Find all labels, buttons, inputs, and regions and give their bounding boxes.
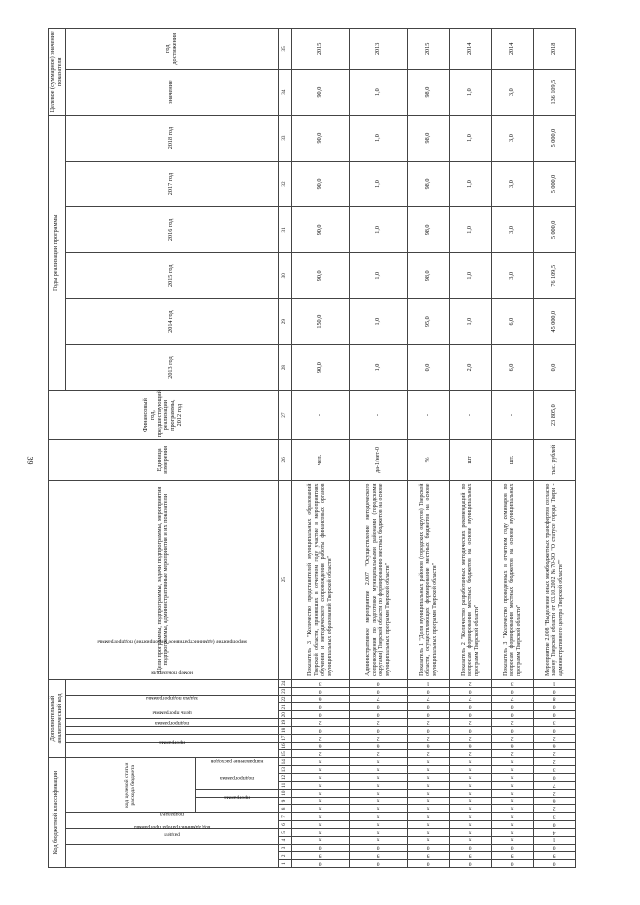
- table-row: [533, 29, 575, 868]
- column-number: 12: [278, 774, 291, 782]
- value-2016-cell: 90,0: [291, 207, 349, 253]
- code-digit-cell: 6: [291, 742, 349, 750]
- year-2013-header: 2013 год: [65, 345, 278, 391]
- code-digit-cell: x: [407, 789, 449, 797]
- column-number: 3: [278, 844, 291, 852]
- code-digit-cell: 2: [533, 805, 575, 813]
- code-digit-cell: 0: [533, 821, 575, 829]
- code-digit-cell: 2: [491, 750, 533, 758]
- target-value-cell: 1,0: [449, 69, 491, 115]
- code-digit-cell: 9: [291, 852, 349, 860]
- code-digit-cell: 2: [407, 750, 449, 758]
- table-row: [449, 29, 491, 868]
- code-digit-cell: x: [291, 774, 349, 782]
- value-2017-cell: 3,0: [491, 161, 533, 207]
- code-digit-cell: 3: [533, 813, 575, 821]
- an-measure-header: мероприятие (административное мероприятие) подпрограммы: [65, 695, 278, 718]
- value-2016-cell: 1,0: [449, 207, 491, 253]
- code-digit-cell: 0: [291, 860, 349, 868]
- code-digit-cell: 9: [449, 852, 491, 860]
- expense-direction-header: направление расходов: [195, 758, 278, 789]
- value-2014-cell: 95,0: [407, 299, 449, 345]
- code-digit-cell: 0: [291, 711, 349, 719]
- value-2015-cell: 1,0: [449, 253, 491, 299]
- column-number: 16: [278, 742, 291, 750]
- code-digit-cell: x: [291, 781, 349, 789]
- code-digit-cell: 0: [291, 844, 349, 852]
- code-digit-cell: x: [291, 813, 349, 821]
- an-subprogram-header: подпрограмма: [65, 734, 278, 742]
- financing-cell: -: [407, 391, 449, 440]
- value-2018-cell: 5 000,0: [533, 115, 575, 161]
- unit-cell: шт: [449, 440, 491, 480]
- code-digit-cell: x: [449, 828, 491, 836]
- value-2014-cell: 150,0: [291, 299, 349, 345]
- target-value-cell: 136 109,5: [533, 69, 575, 115]
- column-number: 27: [278, 391, 291, 440]
- column-number: 5: [278, 828, 291, 836]
- column-number: 14: [278, 758, 291, 766]
- code-digit-cell: x: [449, 774, 491, 782]
- target-value-cell: 98,0: [407, 69, 449, 115]
- code-digit-cell: 0: [533, 711, 575, 719]
- column-number: 15: [278, 750, 291, 758]
- value-2013-cell: 0,0: [533, 345, 575, 391]
- unit-cell: тыс. рублей: [533, 440, 575, 480]
- code-digit-cell: x: [407, 766, 449, 774]
- code-digit-cell: 0: [491, 844, 533, 852]
- an-program-header: программа: [65, 742, 278, 758]
- code-digit-cell: x: [349, 828, 407, 836]
- code-digit-cell: 6: [533, 797, 575, 805]
- value-2013-cell: 1,0: [349, 345, 407, 391]
- code-digit-cell: x: [291, 797, 349, 805]
- value-2014-cell: 1,0: [449, 299, 491, 345]
- code-digit-cell: 0: [407, 844, 449, 852]
- target-year-cell: 2014: [491, 29, 533, 70]
- code-digit-cell: x: [291, 789, 349, 797]
- indicator-name-cell: Мероприятие 2.008 "Выделение иных межбюджетных трансфертов согласно закону Тверской области от 03.10.2002 №70-ЗО "О статусе города Твери - административного центра Тверской области"": [533, 480, 575, 679]
- column-number: 4: [278, 836, 291, 844]
- rotated-table-page: [48, 28, 638, 868]
- code-digit-cell: 0: [449, 711, 491, 719]
- code-digit-cell: 3: [291, 679, 349, 687]
- target-year-cell: 2013: [349, 29, 407, 70]
- year-2016-header: 2016 год: [65, 207, 278, 253]
- code-digit-cell: 2: [491, 719, 533, 727]
- column-number: 22: [278, 695, 291, 703]
- code-digit-cell: x: [491, 781, 533, 789]
- code-digit-cell: 2: [349, 719, 407, 727]
- target-year-cell: 2015: [407, 29, 449, 70]
- code-digit-cell: 1: [533, 679, 575, 687]
- subprogram-header: подпрограмма: [195, 789, 278, 797]
- value-2018-cell: 1,0: [349, 115, 407, 161]
- code-digit-cell: 2: [449, 719, 491, 727]
- header-row-1: [49, 29, 66, 868]
- program-header: программа: [195, 797, 278, 813]
- column-number: 26: [278, 440, 291, 480]
- code-digit-cell: x: [407, 836, 449, 844]
- code-digit-cell: 0: [349, 726, 407, 734]
- code-digit-cell: x: [349, 774, 407, 782]
- code-digit-cell: 0: [533, 726, 575, 734]
- an-task-header: задача подпрограммы: [65, 719, 278, 727]
- code-digit-cell: 6: [349, 742, 407, 750]
- code-digit-cell: 2: [407, 719, 449, 727]
- target-year-header: год достижения: [65, 29, 278, 70]
- indicator-name-cell: Показатель 3 "Количество представителей муниципальных образований Тверской области, принявших в отчетном году участие в мероприятиях обучения и методического сопровождения работы финансовых органов муниципальных образований Тверской области": [291, 480, 349, 679]
- code-digit-cell: x: [291, 758, 349, 766]
- code-digit-cell: x: [407, 774, 449, 782]
- unit-cell: да-1/нет-0: [349, 440, 407, 480]
- code-digit-cell: x: [349, 758, 407, 766]
- an-goal-header: цель программы: [65, 726, 278, 734]
- value-2016-cell: 5 000,0: [533, 207, 575, 253]
- financing-cell: -: [291, 391, 349, 440]
- code-digit-cell: 7: [491, 695, 533, 703]
- financing-cell: -: [491, 391, 533, 440]
- code-digit-cell: 0: [533, 860, 575, 868]
- indicator-name-cell: Административное мероприятие 2.007 "Осуществление методического сопровождения по подготовке муниципальными районами (городскими округами) Тверской области по формированию местных бюджетов на основе муниципальных программ Тверской области": [349, 480, 407, 679]
- code-digit-cell: 2: [291, 734, 349, 742]
- code-digit-cell: 0: [491, 711, 533, 719]
- code-digit-cell: 9: [491, 852, 533, 860]
- code-digit-cell: x: [449, 789, 491, 797]
- column-number: 13: [278, 766, 291, 774]
- target-year-cell: 2014: [449, 29, 491, 70]
- unit-cell: %: [407, 440, 449, 480]
- code-digit-cell: 0: [407, 711, 449, 719]
- code-digit-cell: x: [349, 813, 407, 821]
- code-digit-cell: x: [491, 828, 533, 836]
- code-digit-cell: x: [407, 781, 449, 789]
- value-2014-cell: 1,0: [349, 299, 407, 345]
- code-digit-cell: 0: [407, 703, 449, 711]
- value-2014-cell: 6,0: [491, 299, 533, 345]
- code-digit-cell: 2: [449, 679, 491, 687]
- code-digit-cell: 0: [491, 703, 533, 711]
- column-number: 32: [278, 161, 291, 207]
- code-digit-cell: 2: [449, 750, 491, 758]
- column-number: 33: [278, 115, 291, 161]
- code-digit-cell: 0: [533, 844, 575, 852]
- code-digit-cell: x: [491, 774, 533, 782]
- unit-header: Единица измерения: [49, 440, 279, 480]
- code-digit-cell: 2: [533, 758, 575, 766]
- target-value-header: значение: [65, 69, 278, 115]
- code-digit-cell: x: [349, 781, 407, 789]
- target-header: Целевое (суммарное) значение показателя: [49, 29, 66, 116]
- value-2015-cell: 76 109,5: [533, 253, 575, 299]
- value-2018-cell: 3,0: [491, 115, 533, 161]
- code-digit-cell: 0: [349, 860, 407, 868]
- target-value-cell: 3,0: [491, 69, 533, 115]
- value-2017-cell: 1,0: [449, 161, 491, 207]
- code-digit-cell: 7: [449, 695, 491, 703]
- value-2013-cell: 2,0: [449, 345, 491, 391]
- code-digit-cell: x: [407, 797, 449, 805]
- target-value-cell: 1,0: [349, 69, 407, 115]
- page-number: 39: [25, 456, 35, 465]
- code-digit-cell: x: [349, 821, 407, 829]
- code-digit-cell: 7: [407, 695, 449, 703]
- code-digit-cell: 9: [407, 852, 449, 860]
- table-row: [407, 29, 449, 868]
- year-2014-header: 2014 год: [65, 299, 278, 345]
- column-number: 24: [278, 679, 291, 687]
- code-digit-cell: 0: [349, 703, 407, 711]
- code-digit-cell: 2: [533, 750, 575, 758]
- code-digit-cell: 0: [533, 774, 575, 782]
- code-digit-cell: 0: [291, 726, 349, 734]
- code-digit-cell: x: [349, 805, 407, 813]
- code-digit-cell: x: [349, 836, 407, 844]
- code-digit-cell: 7: [349, 695, 407, 703]
- code-digit-cell: 6: [291, 695, 349, 703]
- column-number: 18: [278, 726, 291, 734]
- column-number: 35: [278, 29, 291, 70]
- code-digit-cell: x: [491, 821, 533, 829]
- column-number: 29: [278, 299, 291, 345]
- value-2015-cell: 98,0: [407, 253, 449, 299]
- value-2013-cell: 90,0: [291, 345, 349, 391]
- code-digit-cell: x: [349, 789, 407, 797]
- column-number: 1: [278, 860, 291, 868]
- subsection-header: подраздел: [65, 813, 278, 829]
- code-digit-cell: 9: [349, 852, 407, 860]
- value-2016-cell: 98,0: [407, 207, 449, 253]
- table-row: [291, 29, 349, 868]
- code-digit-cell: x: [491, 797, 533, 805]
- code-digit-cell: 0: [449, 687, 491, 695]
- code-digit-cell: 2: [291, 719, 349, 727]
- code-digit-cell: x: [449, 781, 491, 789]
- column-number: 25: [278, 480, 291, 679]
- an-indicator-header: номер показателя: [65, 679, 278, 695]
- code-digit-cell: x: [491, 805, 533, 813]
- column-number: 23: [278, 687, 291, 695]
- value-2015-cell: 1,0: [349, 253, 407, 299]
- code-digit-cell: 2: [533, 789, 575, 797]
- table-row: [491, 29, 533, 868]
- code-digit-cell: x: [449, 813, 491, 821]
- code-digit-cell: 0: [491, 726, 533, 734]
- unit-cell: чел.: [291, 440, 349, 480]
- code-digit-cell: x: [407, 828, 449, 836]
- code-digit-cell: 6: [533, 742, 575, 750]
- code-digit-cell: 0: [449, 860, 491, 868]
- code-digit-cell: 0: [407, 726, 449, 734]
- financing-cell: -: [349, 391, 407, 440]
- code-digit-cell: x: [349, 797, 407, 805]
- year-2015-header: 2015 год: [65, 253, 278, 299]
- table-body: [291, 29, 575, 868]
- code-digit-cell: x: [407, 821, 449, 829]
- code-digit-cell: 2: [349, 734, 407, 742]
- column-number: 11: [278, 781, 291, 789]
- target-value-cell: 90,0: [291, 69, 349, 115]
- code-digit-cell: x: [449, 805, 491, 813]
- financing-cell: 23 805,0: [533, 391, 575, 440]
- column-number: 9: [278, 797, 291, 805]
- target-item-code-header: код целевой статьи расхода бюджета: [65, 758, 195, 813]
- code-digit-cell: x: [449, 821, 491, 829]
- code-digit-cell: 9: [533, 852, 575, 860]
- column-numbers-row: [278, 29, 291, 868]
- section-header: раздел: [65, 828, 278, 844]
- code-digit-cell: 2: [533, 734, 575, 742]
- code-digit-cell: x: [291, 828, 349, 836]
- value-2018-cell: 90,0: [291, 115, 349, 161]
- column-number: 30: [278, 253, 291, 299]
- column-number: 34: [278, 69, 291, 115]
- code-digit-cell: 2: [449, 734, 491, 742]
- column-number: 2: [278, 852, 291, 860]
- code-digit-cell: x: [491, 813, 533, 821]
- code-digit-cell: x: [407, 805, 449, 813]
- code-digit-cell: 0: [533, 703, 575, 711]
- code-digit-cell: x: [491, 758, 533, 766]
- code-digit-cell: 2: [407, 734, 449, 742]
- code-digit-cell: 0: [349, 711, 407, 719]
- unit-cell: шт.: [491, 440, 533, 480]
- value-2017-cell: 5 000,0: [533, 161, 575, 207]
- code-digit-cell: 0: [407, 687, 449, 695]
- admin-code-header: код администратора программы: [65, 844, 278, 867]
- code-digit-cell: 3: [491, 679, 533, 687]
- financing-header: Финансовый год, предшествующий реализации программы, 2012 год: [49, 391, 279, 440]
- column-number: 28: [278, 345, 291, 391]
- code-digit-cell: x: [291, 805, 349, 813]
- code-digit-cell: x: [291, 821, 349, 829]
- column-number: 31: [278, 207, 291, 253]
- code-digit-cell: x: [449, 758, 491, 766]
- code-digit-cell: x: [291, 836, 349, 844]
- column-number: 21: [278, 703, 291, 711]
- code-digit-cell: 3: [533, 766, 575, 774]
- code-digit-cell: 6: [449, 742, 491, 750]
- code-digit-cell: x: [491, 789, 533, 797]
- code-digit-cell: 1: [407, 679, 449, 687]
- code-digit-cell: 0: [349, 679, 407, 687]
- value-2018-cell: 98,0: [407, 115, 449, 161]
- column-number: 17: [278, 734, 291, 742]
- code-digit-cell: 0: [449, 703, 491, 711]
- code-digit-cell: 0: [291, 703, 349, 711]
- column-number: 8: [278, 805, 291, 813]
- value-2018-cell: 1,0: [449, 115, 491, 161]
- indicator-name-cell: Показатель 1 "Доля муниципальных районов (городских округов) Тверской области, осуществляющих формирование местных бюджетов на основе муниципальных программ Тверской области": [407, 480, 449, 679]
- year-2018-header: 2018 год: [65, 115, 278, 161]
- code-digit-cell: x: [449, 797, 491, 805]
- column-number: 10: [278, 789, 291, 797]
- code-digit-cell: 0: [449, 844, 491, 852]
- code-digit-cell: 0: [491, 860, 533, 868]
- code-digit-cell: x: [449, 766, 491, 774]
- code-digit-cell: 0: [349, 687, 407, 695]
- code-digit-cell: 2: [291, 750, 349, 758]
- code-digit-cell: x: [491, 836, 533, 844]
- program-table: [48, 28, 576, 868]
- code-digit-cell: 1: [533, 836, 575, 844]
- column-number: 20: [278, 711, 291, 719]
- indicator-name-cell: Показатель 2 "Количество разработанных методических рекомендаций по вопросам формирования местных бюджетов на основе муниципальных программ Тверской области": [449, 480, 491, 679]
- years-header: Годы реализации программы: [49, 115, 66, 390]
- code-digit-cell: 8: [533, 695, 575, 703]
- code-digit-cell: 0: [407, 860, 449, 868]
- code-digit-cell: 6: [491, 742, 533, 750]
- code-digit-cell: 7: [533, 781, 575, 789]
- code-digit-cell: 0: [491, 687, 533, 695]
- budget-code-header: Код бюджетной классификации: [49, 758, 66, 868]
- value-2016-cell: 3,0: [491, 207, 533, 253]
- code-digit-cell: x: [291, 766, 349, 774]
- code-digit-cell: 4: [533, 828, 575, 836]
- value-2017-cell: 90,0: [291, 161, 349, 207]
- code-digit-cell: x: [407, 813, 449, 821]
- value-2017-cell: 1,0: [349, 161, 407, 207]
- column-number: 7: [278, 813, 291, 821]
- code-digit-cell: 0: [349, 844, 407, 852]
- table-row: [349, 29, 407, 868]
- financing-cell: -: [449, 391, 491, 440]
- code-digit-cell: x: [449, 836, 491, 844]
- column-number: 6: [278, 821, 291, 829]
- code-digit-cell: 0: [291, 687, 349, 695]
- code-digit-cell: x: [491, 766, 533, 774]
- code-digit-cell: 0: [533, 687, 575, 695]
- value-2016-cell: 1,0: [349, 207, 407, 253]
- target-year-cell: 2015: [291, 29, 349, 70]
- code-digit-cell: 6: [407, 742, 449, 750]
- value-2015-cell: 90,0: [291, 253, 349, 299]
- value-2013-cell: 6,0: [491, 345, 533, 391]
- code-digit-cell: 0: [449, 726, 491, 734]
- value-2017-cell: 98,0: [407, 161, 449, 207]
- value-2015-cell: 3,0: [491, 253, 533, 299]
- year-2017-header: 2017 год: [65, 161, 278, 207]
- column-number: 19: [278, 719, 291, 727]
- code-digit-cell: 3: [533, 719, 575, 727]
- value-2014-cell: 45 000,0: [533, 299, 575, 345]
- value-2013-cell: 0,0: [407, 345, 449, 391]
- code-digit-cell: 2: [491, 734, 533, 742]
- code-digit-cell: x: [407, 758, 449, 766]
- name-header: Цели программы, подпрограммы, задачи подпрограммы, мероприятия подпрограммы, административные мероприятия и их показатели: [49, 480, 279, 679]
- code-digit-cell: x: [349, 766, 407, 774]
- indicator-name-cell: Показатель 3 "Количество проведенных в отчетном году семинаров по вопросам формирования местных бюджетов на основе муниципальных программ Тверской области": [491, 480, 533, 679]
- code-digit-cell: 2: [349, 750, 407, 758]
- analytic-code-header: Дополнительный аналитический код: [49, 679, 66, 757]
- target-year-cell: 2018: [533, 29, 575, 70]
